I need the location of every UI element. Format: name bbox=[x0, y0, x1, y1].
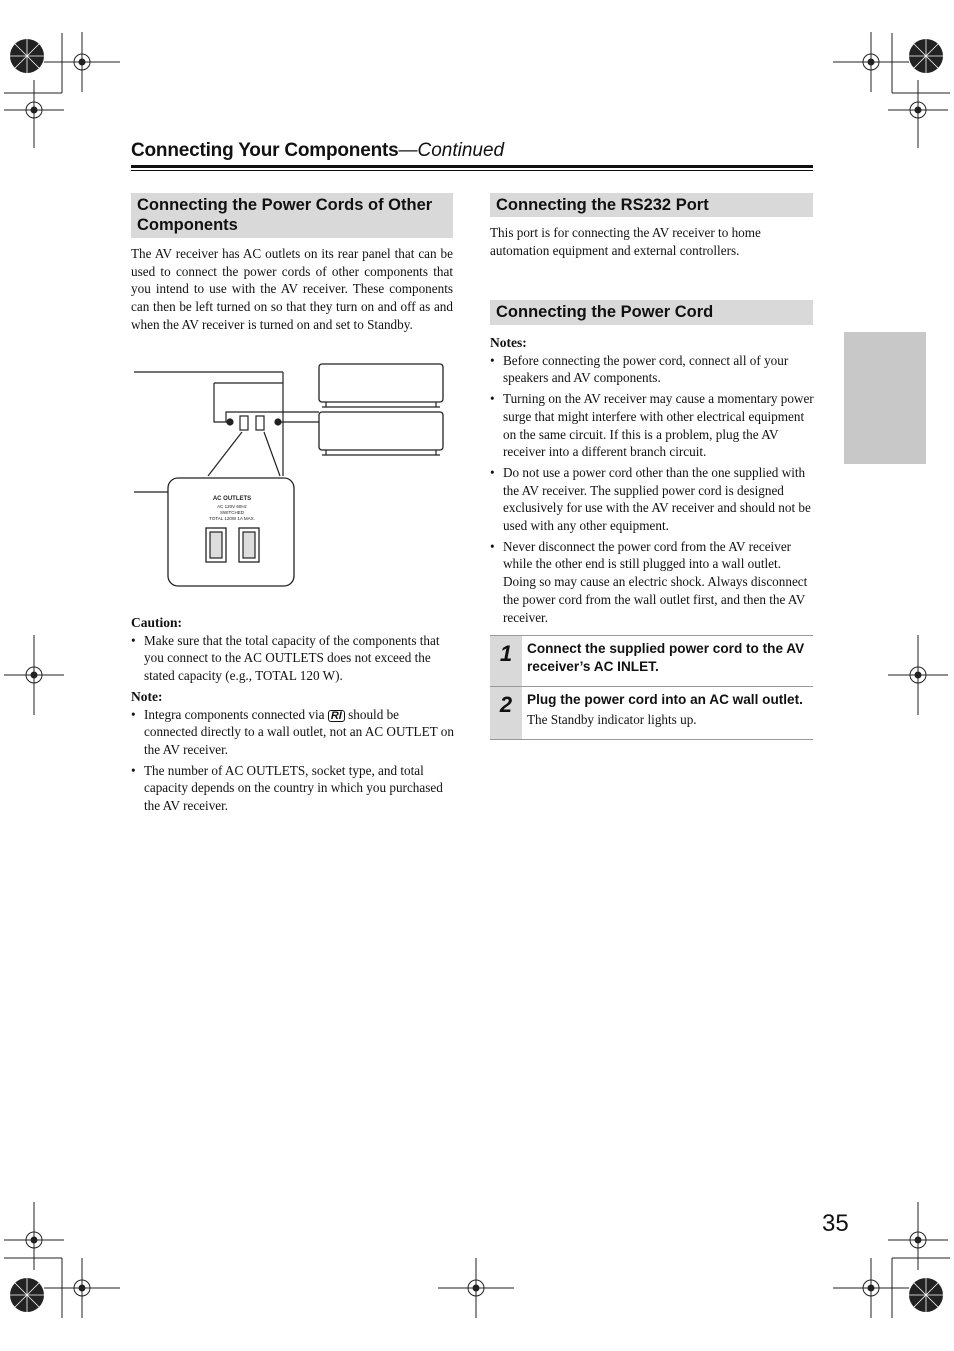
notes-item: • Do not use a power cord other than the one supplied with the AV receiver. The supplied power cord is designed exclusively for use with the AV receiver and should not be used with any other equipment. bbox=[490, 464, 814, 535]
ac-outlets-diagram bbox=[130, 360, 450, 592]
notes-item: • Before connecting the power cord, connect all of your speakers and AV components. bbox=[490, 352, 814, 387]
rs232-text: This port is for connecting the AV receiver to home automation equipment and external controllers. bbox=[490, 225, 761, 258]
step-instruction-text: Plug the power cord into an AC wall outlet. bbox=[527, 692, 803, 707]
panel-line2: SWITCHED bbox=[220, 510, 244, 515]
panel-title: AC OUTLETS bbox=[212, 496, 252, 502]
notes-label: Notes: bbox=[490, 335, 527, 350]
step-number: 1 bbox=[490, 636, 522, 686]
rs232-heading: Connecting the RS232 Port bbox=[490, 193, 813, 217]
note-item: • The number of AC OUTLETS, socket type, and total capacity depends on the country in which you purchased the AV receiver. bbox=[131, 762, 455, 815]
notes-item: • Never disconnect the power cord from the AV receiver while the other end is still plugged into a wall outlet. Doing so may cause an electric shock. Always disconnect the power cord from the wall outlet first, and then the AV receiver. bbox=[490, 538, 814, 627]
step-number: 2 bbox=[490, 687, 522, 739]
intro-paragraph: The AV receiver has AC outlets on its rear panel that can be used to connect the power cords of other components that you intend to use with the AV receiver. These components can then be left turned on so that they turn on and off as and when the AV receiver is turned on and set to Standby. bbox=[131, 246, 453, 332]
note-text-after: should be connected directly to a wall outlet, not an AC OUTLET on the AV receiver. bbox=[144, 706, 454, 757]
panel-line1: AC 120V 60Hz bbox=[217, 504, 247, 509]
caution-item: • Make sure that the total capacity of the components that you connect to the AC OUTLETS does not exceed the stated capacity (e.g., TOTAL 120 W). bbox=[131, 632, 455, 685]
step-instruction: Connect the supplied power cord to the AV receiver’s AC INLET. bbox=[527, 641, 805, 674]
page-number: 35 bbox=[822, 1210, 849, 1237]
panel-line3: TOTAL 120W 1A MAX. bbox=[209, 516, 255, 521]
step-1 bbox=[490, 635, 813, 686]
power-cord-heading: Connecting the Power Cord bbox=[490, 300, 813, 325]
header-rule-thin bbox=[131, 170, 813, 171]
step-subtext: The Standby indicator lights up. bbox=[527, 712, 697, 727]
power-cord-notes bbox=[490, 334, 814, 629]
continued-label: —Continued bbox=[398, 140, 505, 161]
note-label: Note: bbox=[131, 688, 163, 704]
note-item bbox=[131, 706, 455, 759]
notes-item: • Turning on the AV receiver may cause a momentary power surge that might interfere with other electrical equipment on the same circuit. If this is a problem, plug the AV receiver into a different branch circuit. bbox=[490, 390, 814, 461]
caution-label: Caution: bbox=[131, 615, 183, 630]
power-cords-intro bbox=[131, 245, 453, 334]
step-2 bbox=[490, 686, 813, 740]
ri-logo bbox=[328, 710, 345, 722]
page-header bbox=[131, 140, 813, 162]
caution-block bbox=[131, 614, 455, 818]
power-cords-other-heading: Connecting the Power Cords of Other Components bbox=[131, 193, 453, 238]
rs232-body bbox=[490, 224, 814, 259]
step-instruction bbox=[527, 691, 815, 729]
ri-logo-text: RI bbox=[330, 709, 342, 722]
note-text-before: Integra components connected via bbox=[144, 706, 325, 722]
section-side-tab bbox=[844, 332, 926, 464]
header-rule bbox=[131, 165, 813, 168]
page-title: Connecting Your Components bbox=[131, 140, 399, 161]
